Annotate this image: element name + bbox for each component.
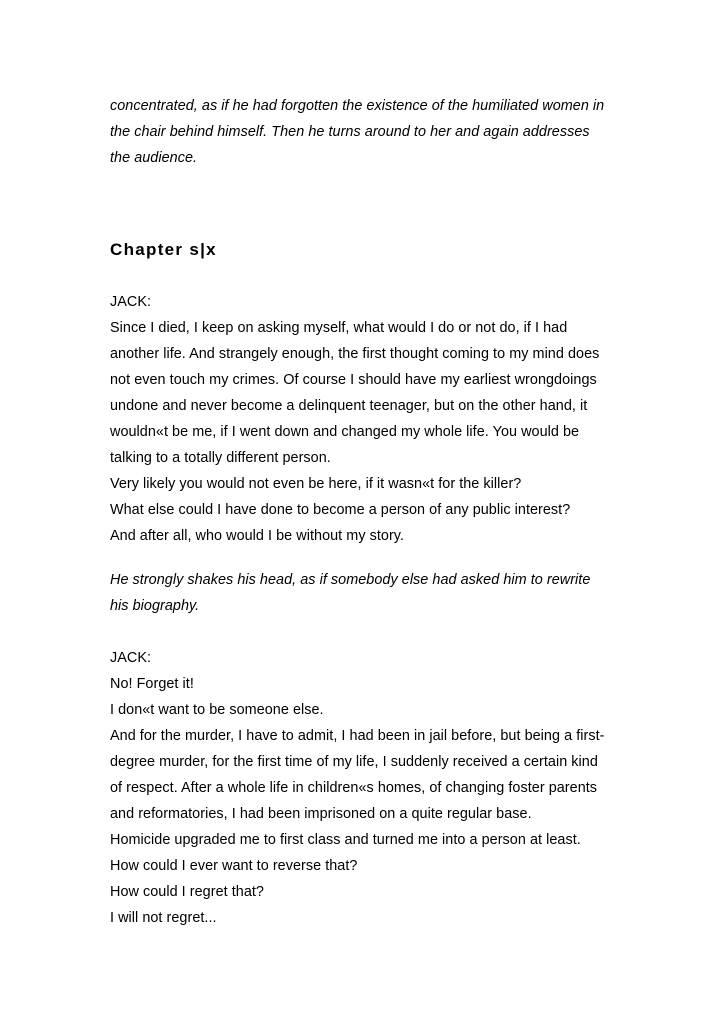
dialogue-block-1 — [110, 289, 670, 549]
speech-line: How could I ever want to reverse that? — [110, 858, 358, 874]
speech-line: talking to a totally different person. — [110, 450, 331, 466]
speech-line: degree murder, for the first time of my life, I suddenly received a certain kind — [110, 754, 598, 770]
speech-line: And after all, who would I be without my story. — [110, 528, 405, 544]
speech-line: What else could I have done to become a person of any public interest? — [110, 502, 571, 518]
stage-direction-line: concentrated, as if he had forgotten the existence of the humiliated women in — [110, 98, 605, 114]
speech-line: And for the murder, I have to admit, I had been in jail before, but being a first- — [110, 728, 605, 744]
speech-line: I will not regret... — [110, 910, 217, 926]
dialogue-block-2 — [110, 645, 670, 931]
speech-line: wouldn«t be me, if I went down and changed my whole life. You would be — [110, 424, 580, 440]
speaker-label: JACK: — [110, 294, 152, 310]
speech-line: Homicide upgraded me to first class and turned me into a person at least. — [110, 832, 581, 848]
speech-line: Since I died, I keep on asking myself, what would I do or not do, if I had — [110, 320, 568, 336]
speech-line: and reformatories, I had been imprisoned on a quite regular base. — [110, 806, 532, 822]
speech-line: I don«t want to be someone else. — [110, 702, 324, 718]
stage-direction-block-1 — [110, 93, 670, 171]
speech-line: undone and never become a delinquent teenager, but on the other hand, it — [110, 398, 588, 414]
speech-line: not even touch my crimes. Of course I should have my earliest wrongdoings — [110, 372, 597, 388]
chapter-heading: Chapter s|x — [110, 240, 217, 259]
speech-line: Very likely you would not even be here, if it wasn«t for the killer? — [110, 476, 522, 492]
stage-direction-line: the audience. — [110, 150, 198, 166]
speaker-label: JACK: — [110, 650, 152, 666]
stage-direction-line: his biography. — [110, 598, 200, 614]
speech-line: another life. And strangely enough, the first thought coming to my mind does — [110, 346, 600, 362]
stage-direction-line: the chair behind himself. Then he turns around to her and again addresses — [110, 124, 590, 140]
speech-line: How could I regret that? — [110, 884, 264, 900]
stage-direction-line: He strongly shakes his head, as if somebody else had asked him to rewrite — [110, 572, 591, 588]
speech-line: of respect. After a whole life in children«s homes, of changing foster parents — [110, 780, 598, 796]
document-page — [110, 93, 670, 931]
speech-line: No! Forget it! — [110, 676, 194, 692]
stage-direction-block-2 — [110, 567, 670, 619]
